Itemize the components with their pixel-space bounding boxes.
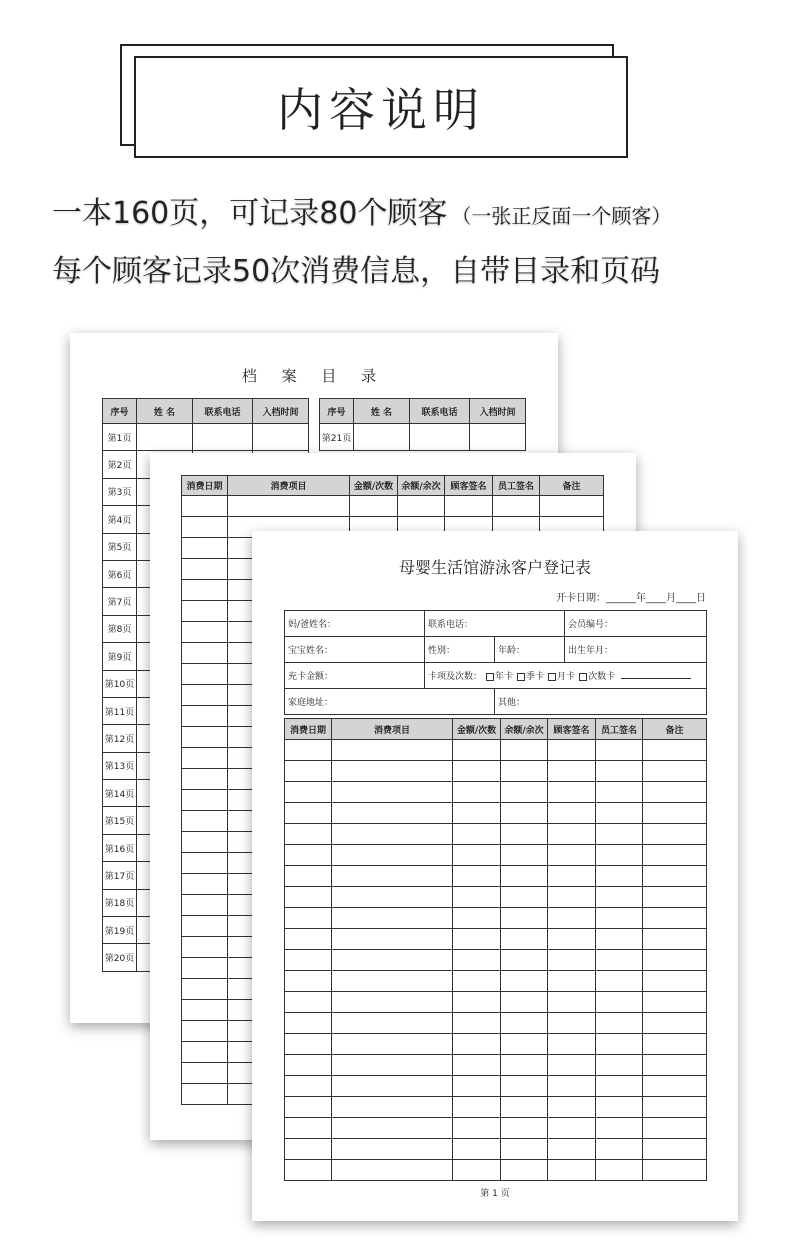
- record-header: 备注: [643, 719, 707, 740]
- record-cell: [453, 887, 501, 908]
- record-cell: [596, 740, 643, 761]
- record-cell: [332, 1118, 453, 1139]
- record-cell: [596, 1097, 643, 1118]
- back-header: 消费日期: [182, 476, 228, 496]
- record-cell: [182, 832, 228, 853]
- index-cell: [354, 424, 410, 451]
- record-cell: [548, 740, 596, 761]
- record-cell: [501, 1055, 548, 1076]
- record-cell: [548, 887, 596, 908]
- record-cell: [643, 1097, 707, 1118]
- index-table-right: [319, 398, 526, 451]
- record-cell: [596, 1139, 643, 1160]
- record-cell: [501, 887, 548, 908]
- record-cell: [548, 1139, 596, 1160]
- record-cell: [453, 1139, 501, 1160]
- index-page-label: 第5页: [103, 533, 137, 560]
- record-cell: [643, 803, 707, 824]
- parent-name-field: 妈/爸姓名：: [285, 611, 425, 637]
- record-cell: [285, 824, 332, 845]
- count-card-checkbox: [579, 673, 587, 681]
- record-cell: [548, 971, 596, 992]
- record-cell: [596, 1034, 643, 1055]
- index-header: 序号: [103, 399, 137, 424]
- record-cell: [643, 845, 707, 866]
- record-cell: [332, 929, 453, 950]
- record-cell: [182, 748, 228, 769]
- record-cell: [182, 895, 228, 916]
- record-cell: [332, 1013, 453, 1034]
- address-field: 家庭地址：: [285, 689, 495, 715]
- record-row: [285, 929, 707, 950]
- index-cell: [137, 424, 193, 451]
- record-cell: [285, 908, 332, 929]
- birth-field: 出生年月：: [565, 637, 707, 663]
- index-page-label: 第15页: [103, 807, 137, 834]
- record-header: 员工签名: [596, 719, 643, 740]
- record-cell: [548, 1013, 596, 1034]
- record-cell: [501, 950, 548, 971]
- record-cell: [501, 971, 548, 992]
- index-page-label: 第16页: [103, 834, 137, 861]
- index-title: 档 案 目 录: [241, 367, 387, 385]
- record-cell: [182, 685, 228, 706]
- record-header: 消费日期: [285, 719, 332, 740]
- index-page-label: 第4页: [103, 506, 137, 533]
- index-page-label: 第7页: [103, 588, 137, 615]
- record-cell: [285, 740, 332, 761]
- record-cell: [453, 1034, 501, 1055]
- record-cell: [643, 908, 707, 929]
- index-page-label: 第10页: [103, 670, 137, 697]
- back-header: 顾客签名: [445, 476, 493, 496]
- record-cell: [285, 950, 332, 971]
- record-cell: [453, 782, 501, 803]
- record-cell: [501, 1013, 548, 1034]
- record-row: [285, 1034, 707, 1055]
- record-cell: [596, 866, 643, 887]
- record-cell: [596, 782, 643, 803]
- record-cell: [453, 1097, 501, 1118]
- record-cell: [285, 1055, 332, 1076]
- record-cell: [453, 866, 501, 887]
- record-cell: [182, 937, 228, 958]
- record-cell: [643, 992, 707, 1013]
- record-cell: [182, 580, 228, 601]
- phone-field: 联系电话：: [425, 611, 565, 637]
- record-row: [285, 1076, 707, 1097]
- record-cell: [596, 824, 643, 845]
- month-card-label: 月卡: [557, 672, 576, 682]
- index-cell: [193, 424, 253, 451]
- record-cell: [182, 1042, 228, 1063]
- record-cell: [548, 1055, 596, 1076]
- record-cell: [285, 1076, 332, 1097]
- month-card-checkbox: [548, 673, 556, 681]
- record-cell: [285, 845, 332, 866]
- record-cell: [453, 929, 501, 950]
- record-cell: [501, 908, 548, 929]
- index-cell: [253, 424, 309, 451]
- record-cell: [453, 950, 501, 971]
- record-cell: [596, 887, 643, 908]
- index-page-label: 第6页: [103, 560, 137, 587]
- record-cell: [548, 1076, 596, 1097]
- record-cell: [182, 496, 228, 517]
- record-cell: [332, 1097, 453, 1118]
- record-row: [285, 908, 707, 929]
- record-cell: [643, 1118, 707, 1139]
- back-header: 备注: [540, 476, 604, 496]
- record-row: [285, 740, 707, 761]
- description-note: （一张正反面一个顾客）: [451, 204, 672, 228]
- record-cell: [501, 761, 548, 782]
- record-cell: [501, 1097, 548, 1118]
- record-cell: [182, 643, 228, 664]
- record-row: [285, 950, 707, 971]
- member-no-field: 会员编号：: [565, 611, 707, 637]
- record-row: [285, 887, 707, 908]
- record-cell: [643, 1013, 707, 1034]
- card-type-label: 卡项及次数：: [428, 672, 483, 682]
- record-cell: [548, 950, 596, 971]
- form-title: 母婴生活馆游泳客户登记表: [398, 558, 591, 577]
- index-row: [103, 424, 309, 451]
- index-page-label: 第18页: [103, 889, 137, 916]
- record-cell: [182, 706, 228, 727]
- record-cell: [332, 845, 453, 866]
- index-page-label: 第1页: [103, 424, 137, 451]
- recharge-field: 充卡金额：: [285, 663, 425, 689]
- record-cell: [548, 1160, 596, 1181]
- index-page-label: 第13页: [103, 752, 137, 779]
- index-page-label: 第9页: [103, 643, 137, 670]
- record-cell: [501, 929, 548, 950]
- record-cell: [285, 782, 332, 803]
- record-cell: [182, 622, 228, 643]
- record-cell: [182, 1084, 228, 1105]
- record-cell: [548, 782, 596, 803]
- index-page-label: 第20页: [103, 944, 137, 971]
- season-card-label: 季卡: [526, 672, 545, 682]
- record-row: [285, 992, 707, 1013]
- record-row: [285, 1160, 707, 1181]
- record-cell: [285, 1034, 332, 1055]
- record-cell: [285, 929, 332, 950]
- index-page-label: 第14页: [103, 780, 137, 807]
- record-cell: [182, 958, 228, 979]
- record-cell: [643, 950, 707, 971]
- record-cell: [643, 740, 707, 761]
- index-page-label: 第19页: [103, 917, 137, 944]
- record-cell: [643, 929, 707, 950]
- record-cell: [350, 496, 398, 517]
- record-cell: [453, 803, 501, 824]
- record-cell: [548, 992, 596, 1013]
- record-header: 顾客签名: [548, 719, 596, 740]
- back-header: 消费项目: [228, 476, 350, 496]
- record-cell: [596, 1013, 643, 1034]
- record-cell: [453, 992, 501, 1013]
- description-line-2: 每个顾客记录50次消费信息，自带目录和页码: [52, 254, 661, 289]
- count-card-blank: [621, 670, 691, 679]
- record-cell: [596, 929, 643, 950]
- record-cell: [501, 866, 548, 887]
- record-cell: [501, 803, 548, 824]
- back-header: 金额/次数: [350, 476, 398, 496]
- record-cell: [285, 761, 332, 782]
- record-cell: [332, 1139, 453, 1160]
- record-header: 消费项目: [332, 719, 453, 740]
- record-cell: [182, 538, 228, 559]
- record-cell: [596, 950, 643, 971]
- record-cell: [332, 887, 453, 908]
- record-cell: [501, 992, 548, 1013]
- season-card-checkbox: [517, 673, 525, 681]
- record-cell: [332, 803, 453, 824]
- record-cell: [596, 761, 643, 782]
- record-cell: [182, 559, 228, 580]
- record-row: [182, 496, 604, 517]
- consumption-record-table: [284, 718, 707, 1181]
- record-cell: [643, 782, 707, 803]
- record-cell: [453, 1055, 501, 1076]
- record-cell: [501, 740, 548, 761]
- record-cell: [501, 1034, 548, 1055]
- index-header: 入档时间: [470, 399, 526, 424]
- record-cell: [501, 1139, 548, 1160]
- registration-sheet: [252, 531, 738, 1221]
- page-title: 内容说明: [134, 56, 628, 158]
- index-cell: [470, 424, 526, 451]
- back-header: 员工签名: [493, 476, 540, 496]
- record-cell: [182, 727, 228, 748]
- record-row: [285, 971, 707, 992]
- index-header: 序号: [320, 399, 354, 424]
- year-card-label: 年卡: [495, 672, 514, 682]
- record-cell: [596, 803, 643, 824]
- record-cell: [643, 1160, 707, 1181]
- index-page-label: 第8页: [103, 615, 137, 642]
- index-page-label: 第12页: [103, 725, 137, 752]
- record-row: [285, 866, 707, 887]
- record-cell: [332, 1055, 453, 1076]
- record-cell: [453, 761, 501, 782]
- record-cell: [285, 803, 332, 824]
- record-cell: [285, 1013, 332, 1034]
- record-cell: [228, 496, 350, 517]
- record-cell: [332, 971, 453, 992]
- record-cell: [501, 845, 548, 866]
- record-cell: [182, 769, 228, 790]
- index-cell: [410, 424, 470, 451]
- record-cell: [285, 1139, 332, 1160]
- record-cell: [182, 874, 228, 895]
- record-cell: [501, 782, 548, 803]
- index-page-label: 第21页: [320, 424, 354, 451]
- record-cell: [548, 761, 596, 782]
- record-cell: [596, 1076, 643, 1097]
- record-cell: [285, 971, 332, 992]
- record-cell: [501, 1160, 548, 1181]
- index-page-label: 第3页: [103, 478, 137, 505]
- record-cell: [596, 1055, 643, 1076]
- record-cell: [182, 664, 228, 685]
- record-cell: [501, 824, 548, 845]
- record-cell: [643, 1139, 707, 1160]
- record-cell: [643, 1034, 707, 1055]
- count-card-label: 次数卡: [588, 672, 616, 682]
- record-row: [285, 1013, 707, 1034]
- record-cell: [182, 853, 228, 874]
- page-number: 第 1 页: [480, 1189, 510, 1199]
- record-cell: [285, 1160, 332, 1181]
- record-cell: [285, 887, 332, 908]
- record-cell: [182, 916, 228, 937]
- record-cell: [596, 908, 643, 929]
- record-cell: [332, 1076, 453, 1097]
- record-cell: [453, 845, 501, 866]
- record-row: [285, 1118, 707, 1139]
- record-cell: [453, 908, 501, 929]
- record-cell: [596, 845, 643, 866]
- record-cell: [453, 1013, 501, 1034]
- record-cell: [182, 1000, 228, 1021]
- record-cell: [493, 496, 540, 517]
- year-card-checkbox: [486, 673, 494, 681]
- record-cell: [548, 1118, 596, 1139]
- record-cell: [332, 824, 453, 845]
- record-cell: [596, 971, 643, 992]
- record-cell: [453, 740, 501, 761]
- open-date: 开卡日期：______年____月____日: [556, 593, 706, 604]
- record-cell: [596, 1160, 643, 1181]
- record-cell: [548, 1097, 596, 1118]
- record-row: [285, 782, 707, 803]
- record-cell: [182, 790, 228, 811]
- record-cell: [548, 845, 596, 866]
- record-cell: [332, 992, 453, 1013]
- index-page-label: 第11页: [103, 697, 137, 724]
- gender-field: 性别：: [425, 637, 495, 663]
- record-row: [285, 824, 707, 845]
- record-cell: [453, 1076, 501, 1097]
- index-row: [320, 424, 526, 451]
- record-cell: [182, 811, 228, 832]
- record-cell: [540, 496, 604, 517]
- description-main: 一本160页，可记录80个顾客: [52, 196, 448, 231]
- record-cell: [596, 992, 643, 1013]
- index-header: 联系电话: [193, 399, 253, 424]
- index-header: 姓 名: [354, 399, 410, 424]
- record-cell: [285, 1097, 332, 1118]
- record-cell: [548, 824, 596, 845]
- card-type-field: [425, 663, 707, 689]
- index-header: 入档时间: [253, 399, 309, 424]
- record-row: [285, 845, 707, 866]
- record-cell: [285, 992, 332, 1013]
- index-header: 姓 名: [137, 399, 193, 424]
- age-field: 年龄：: [495, 637, 565, 663]
- record-cell: [643, 887, 707, 908]
- record-row: [285, 1055, 707, 1076]
- index-page-label: 第2页: [103, 451, 137, 478]
- record-cell: [548, 929, 596, 950]
- record-cell: [332, 761, 453, 782]
- record-cell: [285, 866, 332, 887]
- record-cell: [332, 950, 453, 971]
- record-cell: [182, 1021, 228, 1042]
- record-cell: [453, 971, 501, 992]
- record-cell: [398, 496, 445, 517]
- back-header: 余额/余次: [398, 476, 445, 496]
- other-field: 其他：: [495, 689, 707, 715]
- record-cell: [643, 971, 707, 992]
- record-cell: [332, 908, 453, 929]
- record-cell: [182, 517, 228, 538]
- record-cell: [285, 1118, 332, 1139]
- record-cell: [548, 1034, 596, 1055]
- record-cell: [445, 496, 493, 517]
- index-header: 联系电话: [410, 399, 470, 424]
- index-page-label: 第17页: [103, 862, 137, 889]
- record-header: 金额/次数: [453, 719, 501, 740]
- record-cell: [332, 782, 453, 803]
- record-row: [285, 803, 707, 824]
- record-cell: [548, 908, 596, 929]
- record-cell: [332, 740, 453, 761]
- record-cell: [182, 979, 228, 1000]
- record-cell: [643, 1055, 707, 1076]
- member-info-table: [284, 610, 707, 715]
- record-cell: [332, 866, 453, 887]
- record-cell: [501, 1076, 548, 1097]
- record-cell: [548, 866, 596, 887]
- description-line-1: [52, 188, 671, 232]
- record-cell: [596, 1118, 643, 1139]
- record-cell: [453, 1160, 501, 1181]
- record-cell: [643, 824, 707, 845]
- record-cell: [548, 803, 596, 824]
- record-cell: [643, 761, 707, 782]
- record-cell: [643, 1076, 707, 1097]
- record-cell: [182, 601, 228, 622]
- record-cell: [501, 1118, 548, 1139]
- record-cell: [453, 824, 501, 845]
- record-cell: [182, 1063, 228, 1084]
- baby-name-field: 宝宝姓名：: [285, 637, 425, 663]
- record-cell: [332, 1034, 453, 1055]
- record-row: [285, 1139, 707, 1160]
- record-row: [285, 1097, 707, 1118]
- record-cell: [332, 1160, 453, 1181]
- record-row: [285, 761, 707, 782]
- record-cell: [453, 1118, 501, 1139]
- record-header: 余额/余次: [501, 719, 548, 740]
- record-cell: [643, 866, 707, 887]
